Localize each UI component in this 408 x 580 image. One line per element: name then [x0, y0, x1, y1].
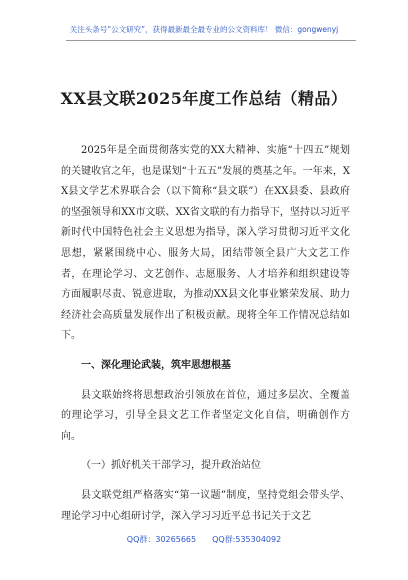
footer-contact [0, 534, 408, 545]
section-paragraph-1: 县文联始终将思想政治引领放在首位，通过多层次、全覆盖的理论学习，引导全县文艺工作者坚定文化自信，明确创作方向。 [61, 389, 350, 442]
intro-paragraph: 2025年是全面贯彻落实党的XX大精神、实施“十四五”规划的关键收官之年，也是谋划“十五五”发展的奠基之年。一年来，XX县文学艺术界联合会（以下简称“县文联”）在XX县委、县政府的坚强领导和XX市文联、XX省文联的有力指导下，坚持以习近平新时代中国特色社会主义思想为指导，深入学习贯彻习近平文化思想，紧紧围绕中心、服务大局，团结带领全县广大文艺工作者，在理论学习、文艺创作、志愿服务、人才培养和组织建设等方面履职尽责、锐意进取，为推动XX县文化事业繁荣发展、助力经济社会高质量发展作出了积极贡献。现将全年工作情况总结如下。 [61, 145, 350, 342]
footer-qq-group-2: QQ群:535304092 [212, 535, 282, 544]
header-banner: 关注头条号“公文研究”，获得最新最全最专业的公文资料库！ 微信：gongwenyj [69, 25, 339, 34]
subsection-paragraph-1: 县文联党组严格落实“第一议题”制度，坚持党组会带头学、理论学习中心组研讨学，深入学习习近平总书记关于文艺 [61, 489, 350, 522]
section-heading-1: 一、深化理论武装，筑牢思想根基 [81, 359, 231, 371]
header-divider [66, 40, 356, 41]
document-title: XX县文联2025年度工作总结（精品） [60, 89, 348, 108]
subsection-heading-1: （一）抓好机关干部学习，提升政治站位 [81, 460, 261, 472]
footer-qq-group-1: QQ群：30265665 [126, 535, 197, 544]
document-body [61, 141, 350, 527]
